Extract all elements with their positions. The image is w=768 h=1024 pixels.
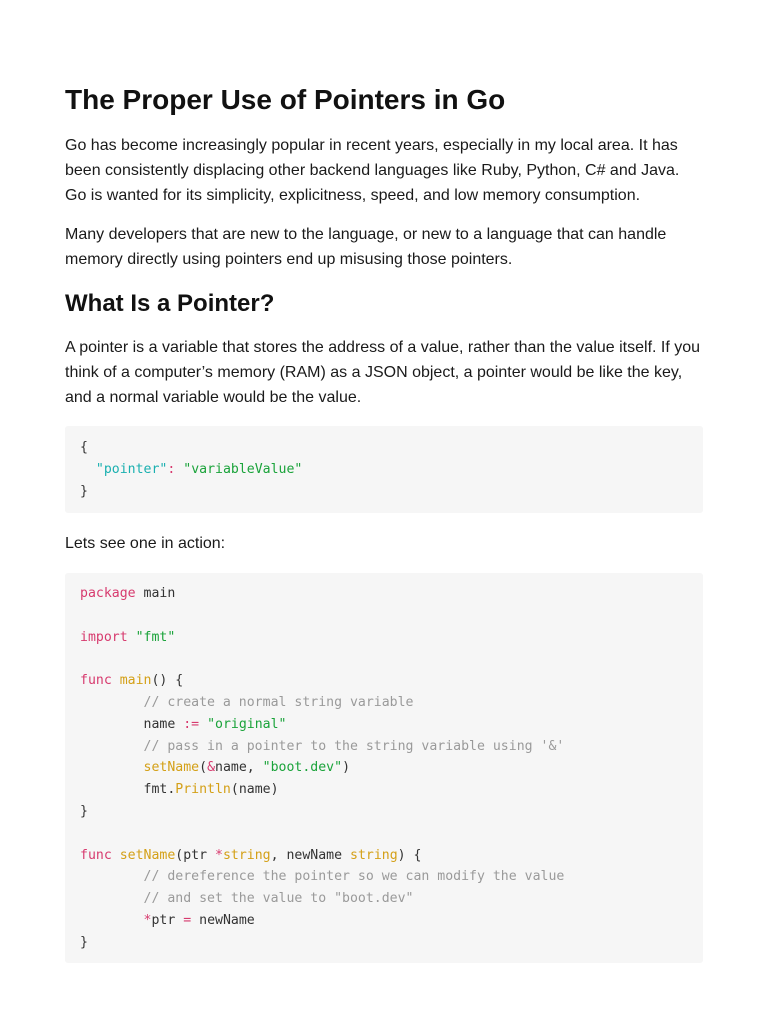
- code-line: [80, 801, 688, 823]
- code-brace: }: [80, 483, 88, 499]
- json-key: "pointer": [95, 461, 168, 477]
- code-comment: // and set the value to "boot.dev": [143, 891, 414, 907]
- code-line: [80, 866, 688, 888]
- code-brace: }: [80, 934, 88, 950]
- code-keyword: import: [80, 629, 128, 645]
- code-text: name: [143, 716, 184, 732]
- code-text: (name): [230, 782, 279, 798]
- code-comment: // dereference the pointer so we can modify the value: [143, 869, 565, 885]
- code-line: [80, 692, 688, 714]
- code-comment: // pass in a pointer to the string variable using '&': [143, 738, 565, 754]
- code-text: (: [199, 760, 208, 776]
- code-keyword: func: [80, 673, 112, 689]
- code-line: [80, 583, 688, 605]
- article-title: The Proper Use of Pointers in Go: [65, 84, 506, 115]
- code-keyword: package: [80, 586, 136, 601]
- code-type: string: [350, 847, 398, 863]
- code-line: [80, 437, 688, 459]
- code-string: "boot.dev": [262, 760, 343, 776]
- code-text: () {: [151, 673, 184, 689]
- code-line: [80, 714, 688, 736]
- code-text: ptr: [151, 912, 184, 928]
- code-function: setName: [143, 760, 200, 776]
- code-line: [80, 932, 688, 954]
- code-text: , newName: [270, 847, 350, 863]
- section-paragraph-2: Lets see one in action:: [65, 535, 226, 552]
- code-line: [80, 481, 688, 503]
- code-line: [80, 670, 688, 692]
- code-comment: // create a normal string variable: [143, 694, 414, 710]
- code-line: [80, 845, 688, 867]
- code-function: main: [119, 673, 152, 689]
- code-line: [80, 757, 688, 779]
- code-line: [80, 736, 688, 758]
- code-operator: &: [207, 760, 216, 776]
- go-code-block: [65, 573, 703, 963]
- code-text: newName: [191, 912, 255, 928]
- code-text: ): [342, 760, 351, 776]
- code-text: fmt.: [143, 782, 176, 798]
- code-text: name,: [215, 760, 263, 776]
- code-operator: =: [183, 912, 192, 928]
- code-operator: *: [143, 912, 152, 928]
- section-heading: What Is a Pointer?: [65, 290, 275, 317]
- code-operator: :=: [183, 716, 200, 732]
- code-brace: }: [80, 803, 88, 819]
- code-line: [80, 888, 688, 910]
- code-line: [80, 627, 688, 649]
- code-line-empty: [80, 648, 688, 670]
- code-keyword: func: [80, 847, 112, 863]
- intro-paragraph-1: Go has become increasingly popular in recent years, especially in my local area. It has been consistently displacing other backend languages like Ruby, Python, C# and Java. Go is wanted for its simplicity, explicitness, speed, and low memory consumption.: [65, 137, 680, 204]
- code-text: ) {: [397, 847, 422, 863]
- section-paragraph-1: A pointer is a variable that stores the address of a value, rather than the value itself. If you think of a computer’s memory (RAM) as a JSON object, a pointer would be like the key, and a normal variable would be the value.: [65, 339, 701, 406]
- code-string: "fmt": [135, 629, 176, 645]
- json-colon: :: [167, 461, 176, 477]
- code-text: main: [135, 586, 176, 601]
- code-function: setName: [119, 847, 176, 863]
- code-line: [80, 779, 688, 801]
- code-line-empty: [80, 605, 688, 627]
- code-brace: {: [80, 440, 88, 455]
- code-line: [80, 910, 688, 932]
- json-value: "variableValue": [183, 461, 303, 477]
- json-code-block: [65, 426, 703, 513]
- code-type: string: [222, 847, 271, 863]
- code-line: [80, 459, 688, 481]
- code-string: "original": [207, 716, 287, 732]
- code-text: (ptr: [175, 847, 215, 863]
- code-operator: *: [215, 847, 223, 863]
- code-line-empty: [80, 823, 688, 845]
- code-function: Println: [175, 782, 231, 798]
- intro-paragraph-2: Many developers that are new to the language, or new to a language that can handle memory directly using pointers end up misusing those pointers.: [65, 226, 667, 268]
